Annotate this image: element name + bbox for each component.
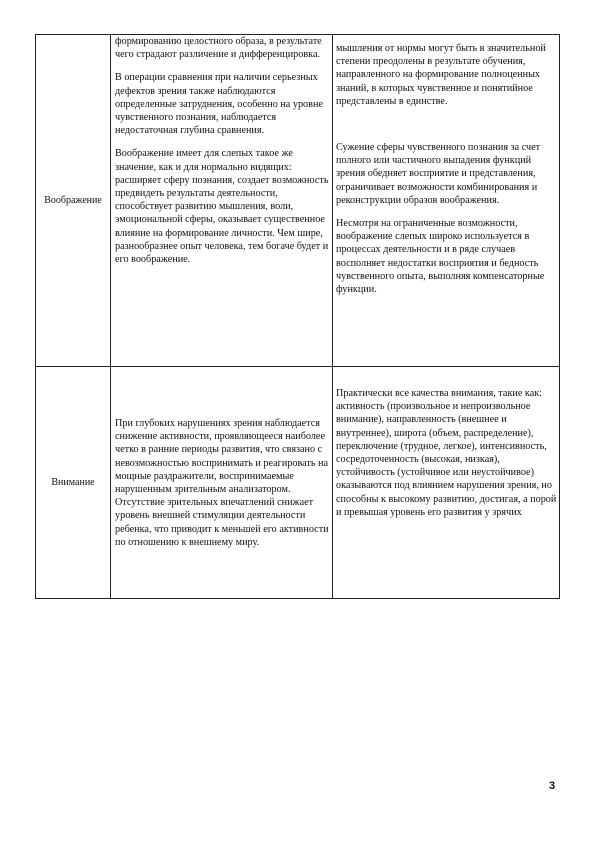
paragraph: В операции сравнения при наличии серьезных дефектов зрения также наблюдаются определенные затруднения, особенно на уровне чувственного познания, наблюдается недостаточная глубина сравнения.	[115, 72, 323, 137]
table-row-imagination	[36, 35, 560, 367]
attention-description-cell	[111, 367, 333, 599]
paragraph: мышления от нормы могут быть в значительной степени преодолены в результате обучения, направленного на формирование полноценных знаний, в которых чувственное и понятийное представлены в единстве.	[336, 43, 546, 107]
imagination-description-cell	[111, 35, 333, 367]
paragraph: Практически все качества внимания, такие как: активность (произвольное и непроизвольное внимание), направленность (внешнее и внутреннее), широта (объем, распределение), переключение (трудное, легкое), интенсивность, сосредоточенность (высокая, низкая), устойчивость (устойчивое или неустойчивое) оказываются под влиянием нарушения зрения, но способны к высокому развитию, достигая, а порой и превышая уровень его развития у зрячих	[336, 388, 557, 518]
row-label-imagination: Воображение	[36, 35, 111, 367]
content-table	[35, 34, 560, 599]
page-number: 3	[549, 780, 556, 792]
attention-features-cell	[333, 367, 560, 599]
paragraph: Сужение сферы чувственного познания за счет полного или частичного выпадения функций зрения обедняет восприятие и представления, ограничивает возможности комбинирования и реконструкции образов воображения.	[336, 142, 541, 206]
paragraph: При глубоких нарушениях зрения наблюдается снижение активности, проявляющееся наиболее четко в ранние периоды развития, что связано с невозможностью воспринимать и реагировать на мощные раздражители, воспринимаемые нарушенным зрительным анализатором. Отсутствие зрительных впечатлений снижает уровень внешней стимуляции деятельности ребенка, что приводит к меньшей его активности по отношению к внешнему миру.	[115, 418, 329, 548]
paragraph: Несмотря на ограниченные возможности, воображение слепых широко используется в процессах деятельности и в ряде случаев восполняет недостатки восприятия и бедность чувственного опыта, выполняя компенсаторные функции.	[336, 218, 545, 296]
row-label-attention: Внимание	[36, 367, 111, 599]
imagination-features-cell	[333, 35, 560, 367]
paragraph: формированию целостного образа, в результате чего страдают различение и дифференцировка.	[115, 36, 322, 61]
table-row-attention	[36, 367, 560, 599]
paragraph: Воображение имеет для слепых такое же значение, как и для нормально видящих: расширяет сферу познания, создает возможность предвидеть результаты деятельности, способствует развитию мышления, воли, эмоциональной сферы, оказывает существенное влияние на формирование личности. Чем шире, разнообразнее опыт человека, тем богаче будет и его воображение.	[115, 148, 329, 266]
